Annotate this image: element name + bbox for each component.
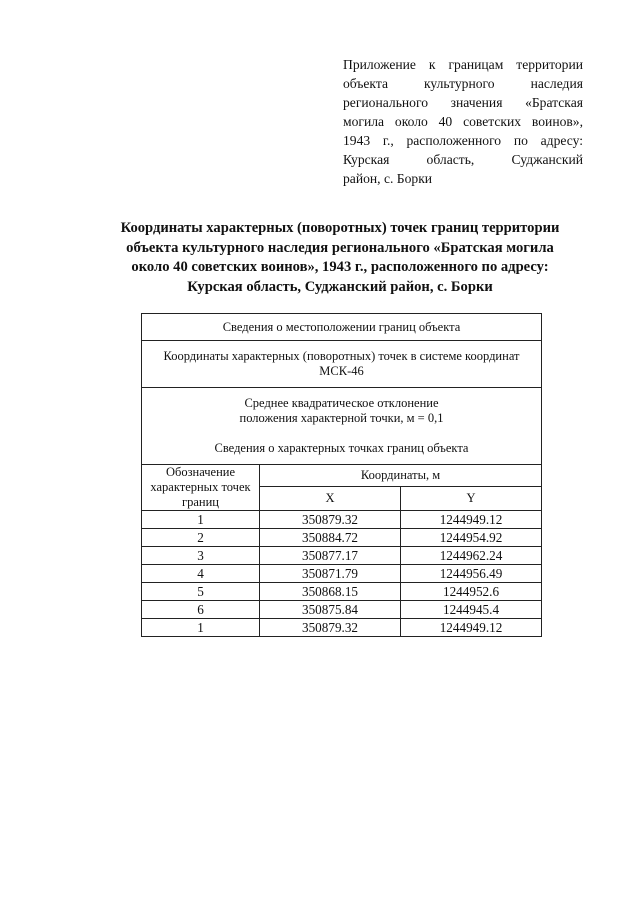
point-x: 350871.79 [260, 565, 401, 583]
title-line: Координаты характерных (поворотных) точек границ территории [120, 220, 560, 236]
points-info: Сведения о характерных точках границ объекта [214, 441, 469, 455]
table-row [142, 583, 542, 601]
table-row [142, 547, 542, 565]
point-x: 350875.84 [260, 601, 401, 619]
document-title [100, 219, 580, 297]
point-id: 4 [142, 565, 260, 583]
table-header: Сведения о местоположении границ объекта [142, 314, 542, 341]
point-id: 6 [142, 601, 260, 619]
appendix-line: Приложение к границам территории [343, 57, 583, 72]
point-y: 1244962.24 [401, 547, 542, 565]
table-row [142, 529, 542, 547]
appendix-line: 1943 г., расположенного по адресу: [343, 133, 583, 148]
column-designation: Обозначение характерных точек границ [142, 465, 260, 511]
point-y: 1244949.12 [401, 511, 542, 529]
point-y: 1244945.4 [401, 601, 542, 619]
deviation-cell [142, 388, 542, 465]
point-id: 3 [142, 547, 260, 565]
title-line: Курская область, Суджанский район, с. Борки [187, 278, 493, 295]
appendix-line: регионального значения «Братская [343, 95, 583, 110]
title-line: около 40 советских воинов», 1943 г., расположенного по адресу: [131, 259, 549, 275]
deviation-line: Среднее квадратическое отклонение [244, 396, 439, 410]
point-y: 1244952.6 [401, 583, 542, 601]
point-x: 350877.17 [260, 547, 401, 565]
point-x: 350879.32 [260, 511, 401, 529]
table-row [142, 619, 542, 637]
column-header-row [142, 465, 542, 487]
table-row [142, 565, 542, 583]
column-x: X [260, 486, 401, 510]
point-y: 1244949.12 [401, 619, 542, 637]
appendix-line: объекта культурного наследия [343, 76, 583, 91]
point-y: 1244956.49 [401, 565, 542, 583]
point-x: 350884.72 [260, 529, 401, 547]
spacer [146, 426, 537, 441]
point-x: 350868.15 [260, 583, 401, 601]
appendix-line: могила около 40 советских воинов», [343, 114, 583, 129]
appendix-note [343, 55, 583, 188]
point-x: 350879.32 [260, 619, 401, 637]
point-y: 1244954.92 [401, 529, 542, 547]
column-y: Y [401, 486, 542, 510]
point-id: 2 [142, 529, 260, 547]
appendix-line: район, с. Борки [343, 171, 433, 186]
column-coordinates: Координаты, м [260, 465, 542, 487]
point-id: 1 [142, 511, 260, 529]
table-row [142, 601, 542, 619]
point-id: 5 [142, 583, 260, 601]
deviation-row [142, 388, 542, 465]
title-line: объекта культурного наследия регионального «Братская могила [126, 239, 554, 256]
table-row [142, 511, 542, 529]
table-header-row [142, 314, 542, 341]
coordinates-table [141, 313, 542, 637]
coordinate-system: Координаты характерных (поворотных) точек в системе координат МСК-46 [142, 341, 542, 388]
appendix-line: Курская область, Суджанский [343, 152, 583, 167]
point-id: 1 [142, 619, 260, 637]
deviation-line: положения характерной точки, м = 0,1 [239, 411, 444, 425]
coordinate-system-row [142, 341, 542, 388]
